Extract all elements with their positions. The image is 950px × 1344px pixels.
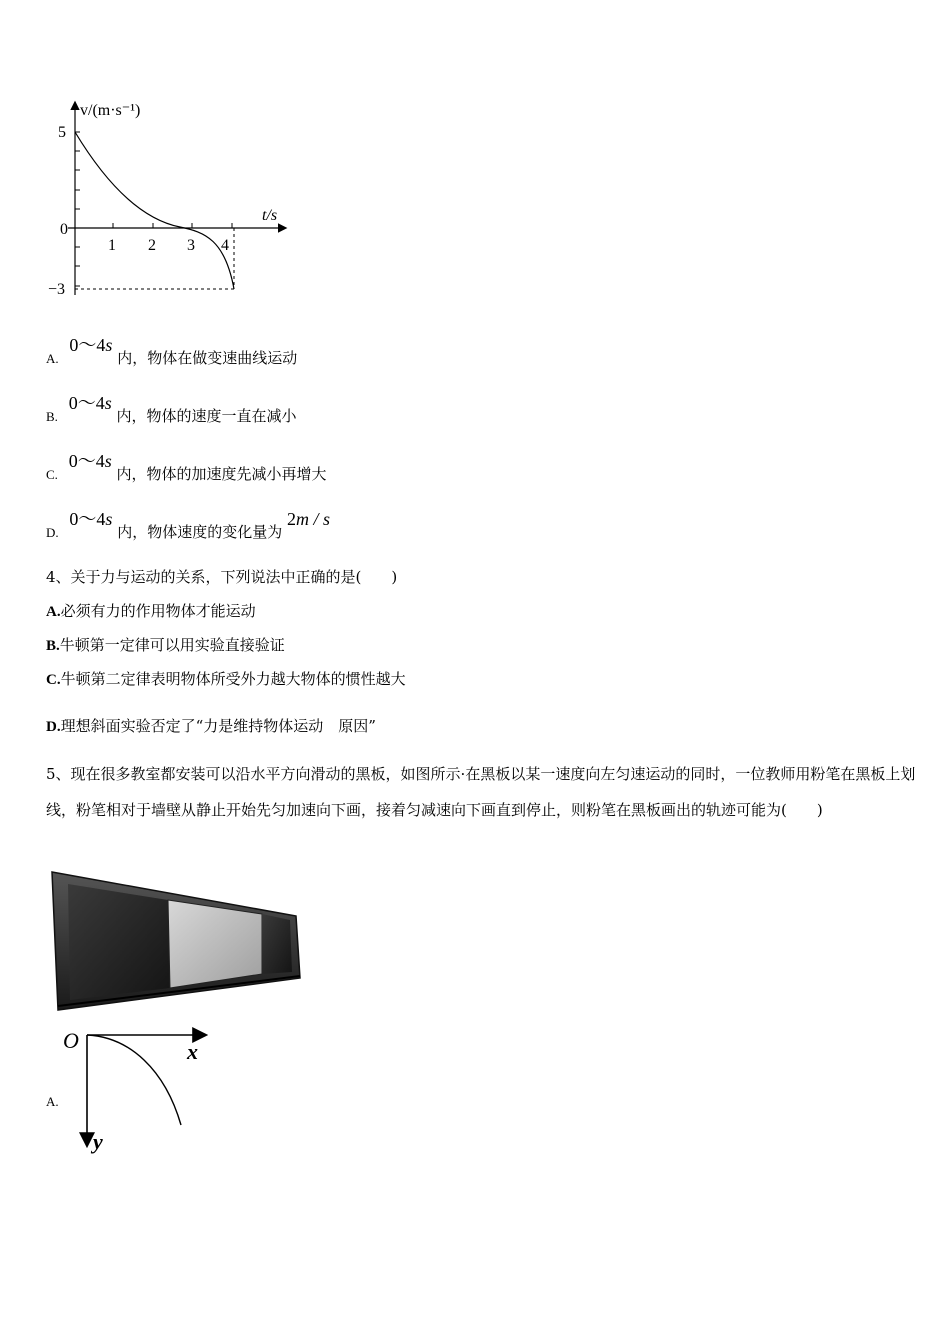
q5-stem: 5、现在很多教室都安装可以沿水平方向滑动的黑板，如图所示·在黑板以某一速度向左匀速运动的同时，一位教师用粉笔在黑板上划线，粉笔相对于墙壁从静止开始先匀加速向下画，接着匀减速向下画直到停止，则粉笔在黑板画出的轨迹可能为( ): [46, 765, 916, 819]
q4-option-c[interactable]: C.牛顿第二定律表明物体所受外力越大物体的惯性越大: [46, 670, 406, 688]
y-tick-neg3: −3: [48, 281, 66, 298]
x-axis-label: t/s: [262, 207, 278, 224]
option-a-x-label: x: [187, 1039, 198, 1064]
q3-option-d[interactable]: D. 0～4s 内，物体速度的变化量为 2m / s: [46, 509, 331, 541]
velocity-curve: [75, 132, 234, 289]
q3-option-b[interactable]: B. 0～4s 内，物体的速度一直在减小: [46, 393, 297, 425]
velocity-time-graph: [40, 95, 300, 305]
x-tick-3: 3: [187, 237, 195, 254]
y-tick-0: 0: [60, 221, 68, 238]
y-tick-marks: [75, 132, 80, 286]
q3-option-c[interactable]: C. 0～4s 内，物体的加速度先减小再增大: [46, 451, 327, 483]
y-axis-label: v/(m·s⁻¹): [80, 102, 141, 119]
q3-option-a[interactable]: A. 0～4s 内，物体在做变速曲线运动: [46, 335, 298, 367]
sliding-blackboard-image: [48, 870, 306, 1012]
x-tick-1: 1: [108, 237, 116, 254]
q4-option-b[interactable]: B.牛顿第一定律可以用实验直接验证: [46, 636, 285, 654]
option-a-origin-label: O: [63, 1028, 79, 1053]
y-tick-5: 5: [58, 124, 66, 141]
q5-option-a-label[interactable]: A.: [46, 1094, 59, 1109]
option-a-y-label: y: [93, 1129, 103, 1154]
x-tick-2: 2: [148, 237, 156, 254]
q4-stem: 4、关于力与运动的关系，下列说法中正确的是( ): [46, 568, 398, 586]
x-tick-4: 4: [221, 237, 229, 254]
q4-option-d[interactable]: D.理想斜面实验否定了“力是维持物体运动 原因”: [46, 717, 376, 735]
q5-option-a-trajectory-graph[interactable]: [60, 1025, 220, 1155]
q4-option-a[interactable]: A.必须有力的作用物体才能运动: [46, 602, 256, 620]
option-a-curve: [87, 1035, 181, 1125]
